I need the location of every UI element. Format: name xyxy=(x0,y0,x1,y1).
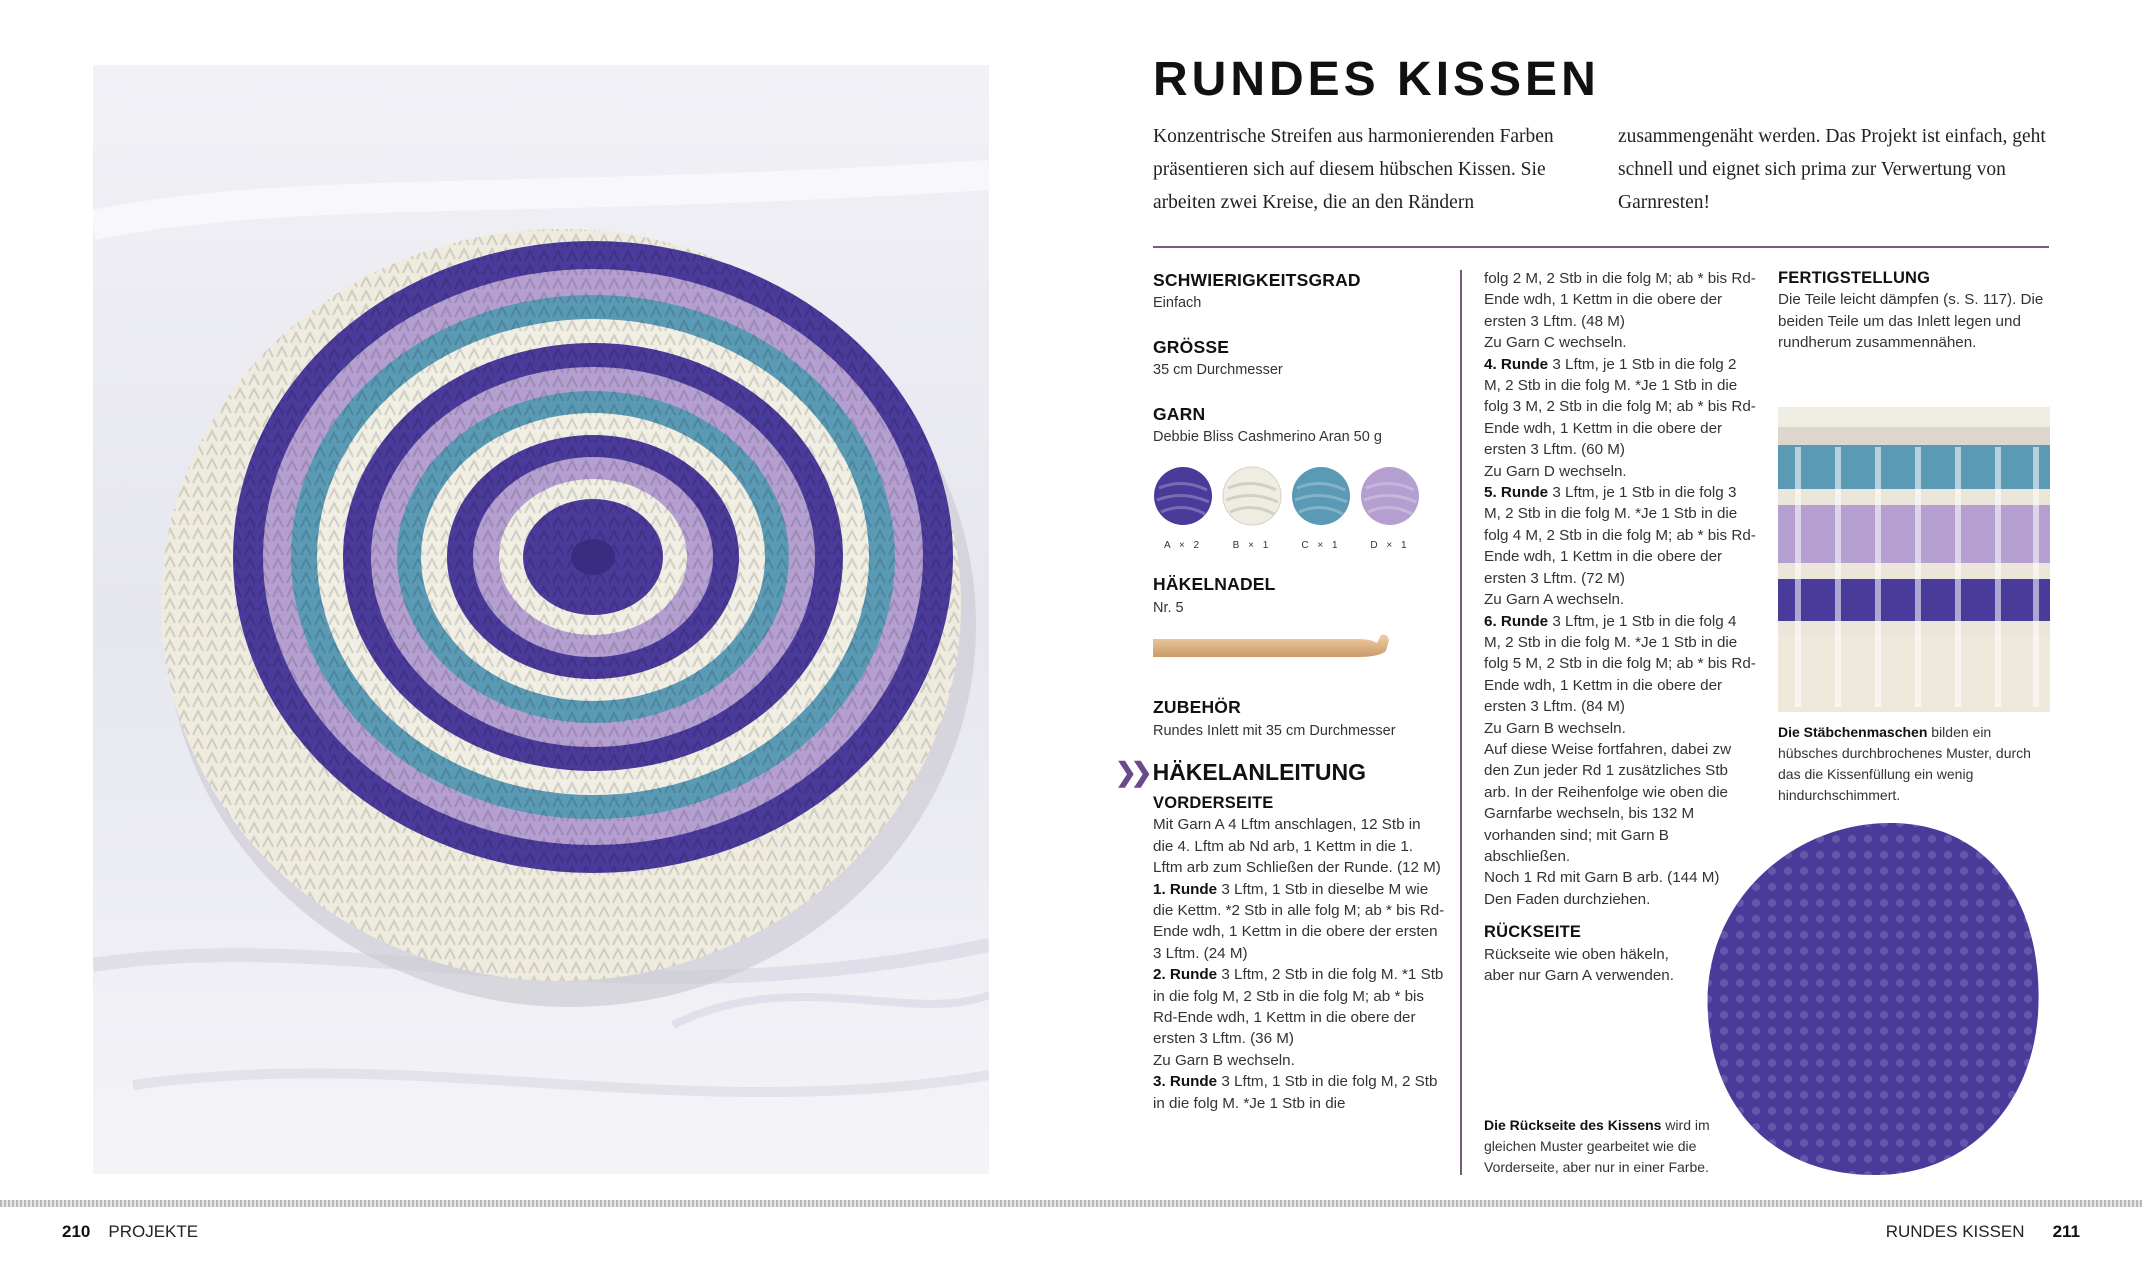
finishing-heading: FERTIGSTELLUNG xyxy=(1778,269,1931,287)
round-6 xyxy=(1484,611,1756,718)
finishing-column xyxy=(1778,268,2050,354)
yarn-swatch xyxy=(1291,466,1351,556)
yarn-heading: GARN xyxy=(1153,403,1206,424)
yarn-label: C × 1 xyxy=(1301,539,1341,551)
page-title: RUNDES KISSEN xyxy=(1153,53,1600,106)
caption-bold: Die Rückseite des Kissens xyxy=(1484,1117,1662,1133)
size-value: 35 cm Durchmesser xyxy=(1153,362,1283,379)
yarn-ball-icon xyxy=(1153,466,1213,526)
caption-text: wird im gleichen Muster gearbeitet wie die Vorderseite, aber nur in einer Farbe. xyxy=(1484,1117,1710,1175)
round-label: 2. Runde xyxy=(1153,966,1218,984)
stitch-closeup-icon xyxy=(1778,407,2050,712)
round-label: 4. Runde xyxy=(1484,355,1549,373)
yarn-value: Debbie Bliss Cashmerino Aran 50 g xyxy=(1153,429,1382,446)
back-caption xyxy=(1484,1115,1716,1178)
yarn-change: Zu Garn D wechseln. xyxy=(1484,462,1627,480)
round-2 xyxy=(1153,964,1445,1050)
yarn-ball-icon xyxy=(1222,466,1282,526)
back-heading: RÜCKSEITE xyxy=(1484,923,1582,942)
round-text: 3 Lftm, je 1 Stb in die folg 4 M, 2 Stb in die folg M. *Je 1 Stb in die folg 5 M, 2 Stb in die folg M; ab * bis Rd-Ende wdh, 1 Kettm in die obere der ersten 3 Lftm. (84 M) xyxy=(1484,612,1756,716)
footer-left xyxy=(62,1222,198,1242)
yarn-change: Zu Garn B wechseln. xyxy=(1484,719,1626,737)
round-5 xyxy=(1484,482,1756,589)
pattern-title: HÄKELANLEITUNG xyxy=(1152,759,1366,785)
finish-thread: Den Faden durchziehen. xyxy=(1484,890,1651,908)
round-3-continued: folg 2 M, 2 Stb in die folg M; ab * bis Rd-Ende wdh, 1 Kettm in die obere der ersten 3 Lftm. (48 M) xyxy=(1484,270,1756,330)
front-intro: Mit Garn A 4 Lftm anschlagen, 12 Stb in die 4. Lftm ab Nd arb, 1 Kettm in die 1. Lftm arb zum Schließen der Runde. (12 M) xyxy=(1153,816,1441,877)
running-head-right: RUNDES KISSEN xyxy=(1885,1222,2025,1241)
cushion-photo xyxy=(93,65,989,1174)
footer-right xyxy=(1886,1222,2080,1242)
round-label: 5. Runde xyxy=(1484,484,1549,502)
crocheted-cushion-photo-icon xyxy=(93,65,989,1174)
hook-value: Nr. 5 xyxy=(1153,599,1184,616)
caption-bold: Die Stäbchenmaschen xyxy=(1778,724,1928,740)
pattern-heading xyxy=(1115,757,1366,788)
round-label: 3. Runde xyxy=(1153,1073,1218,1091)
difficulty-heading: SCHWIERIGKEITSGRAD xyxy=(1153,270,1361,290)
finishing-text: Die Teile leicht dämpfen (s. S. 117). Die beiden Teile um das Inlett legen und rundherum zusammennähen. xyxy=(1778,291,2044,352)
yarn-change: Zu Garn B wechseln. xyxy=(1153,1051,1295,1069)
round-4 xyxy=(1484,354,1756,461)
accessories-value: Rundes Inlett mit 35 cm Durchmesser xyxy=(1153,722,1396,739)
page-number-right: 211 xyxy=(2052,1222,2080,1241)
purple-crochet-back-icon xyxy=(1700,815,2045,1180)
continue-text: Auf diese Weise fortfahren, dabei zw den Zun jeder Rd 1 zusätzliches Stb arb. In der Reihenfolge wie oben die Garnfarbe wechseln, bis 132 M vorhanden sind; mit Garn B abschließen. xyxy=(1484,740,1732,865)
divider xyxy=(1153,246,2049,248)
page-number-left: 210 xyxy=(62,1222,91,1241)
yarn-label: A × 2 xyxy=(1163,539,1203,551)
info-column xyxy=(1153,270,1443,742)
round-text: 3 Lftm, 1 Stb in dieselbe M wie die Kettm. *2 Stb in alle folg M; ab * bis Rd-Ende wdh, 1 Kettm in die obere der ersten 3 Lftm. (24 M) xyxy=(1153,880,1445,962)
yarn-ball-icon xyxy=(1291,466,1351,526)
round-label: 6. Runde xyxy=(1484,612,1549,630)
yarn-change: Zu Garn A wechseln. xyxy=(1484,591,1625,609)
yarn-label: B × 1 xyxy=(1232,539,1272,551)
round-text: 3 Lftm, je 1 Stb in die folg 3 M, 2 Stb in die folg M. *Je 1 Stb in die folg 4 M, 2 Stb in die folg M; ab * bis Rd-Ende wdh, 1 Kettm in die obere der ersten 3 Lftm. (72 M) xyxy=(1484,484,1756,587)
yarn-swatch xyxy=(1222,466,1282,556)
running-head-left: PROJEKTE xyxy=(108,1222,199,1241)
yarn-change: Zu Garn C wechseln. xyxy=(1484,334,1627,352)
round-3 xyxy=(1153,1071,1445,1114)
yarn-ball-icon xyxy=(1360,466,1420,526)
last-round: Noch 1 Rd mit Garn B arb. (144 M) xyxy=(1484,869,1720,887)
yarn-swatches xyxy=(1153,466,1443,556)
caption-text: bilden ein hübsches durchbrochenes Muster, durch das die Kissenfüllung ein wenig hindurchschimmert. xyxy=(1778,724,2031,803)
pattern-column-1 xyxy=(1153,793,1445,1114)
column-divider xyxy=(1460,270,1462,1175)
yarn-label: D × 1 xyxy=(1370,539,1410,551)
hook-heading: HÄKELNADEL xyxy=(1153,574,1276,595)
round-text: 3 Lftm, 1 Stb in die folg M, 2 Stb in die folg M. *Je 1 Stb in die xyxy=(1153,1073,1438,1112)
back-text: Rückseite wie oben häkeln, aber nur Garn A verwenden. xyxy=(1484,945,1674,984)
front-heading: VORDERSEITE xyxy=(1153,794,1274,812)
round-1 xyxy=(1153,879,1445,965)
difficulty-value: Einfach xyxy=(1153,295,1202,312)
double-chevron-icon: ❯❯ xyxy=(1115,757,1147,787)
intro-text: Konzentrische Streifen aus harmonierenden Farben präsentieren sich auf diesem hübschen Kissen. Sie arbeiten zwei Kreise, die an den Rändern zusammengenäht werden. Das Projekt ist einfach, geht schnell und eignet sich prima zur Verwertung von Garnresten! xyxy=(1153,126,2046,213)
footer-rule xyxy=(0,1200,2142,1207)
round-text: 3 Lftm, je 1 Stb in die folg 2 M, 2 Stb in die folg M. *Je 1 Stb in die folg 3 M, 2 Stb in die folg M; ab * bis Rd-Ende wdh, 1 Kettm in die obere der ersten 3 Lftm. (60 M) xyxy=(1484,355,1756,459)
stitch-closeup-photo xyxy=(1778,407,2050,712)
round-text: 3 Lftm, 2 Stb in die folg M. *1 Stb in die folg M, 2 Stb in die folg M; ab * bis Rd-Ende wdh, 1 Kettm in die obere der ersten 3 Lftm. (36 M) xyxy=(1153,966,1444,1048)
yarn-swatch xyxy=(1153,466,1213,556)
size-heading: GRÖSSE xyxy=(1153,336,1230,357)
round-label: 1. Runde xyxy=(1153,880,1218,898)
crochet-hook-icon xyxy=(1153,631,1393,665)
back-side-photo xyxy=(1700,815,2045,1180)
yarn-swatch xyxy=(1360,466,1420,556)
accessories-heading: ZUBEHÖR xyxy=(1153,697,1241,718)
stitch-caption xyxy=(1778,722,2050,806)
